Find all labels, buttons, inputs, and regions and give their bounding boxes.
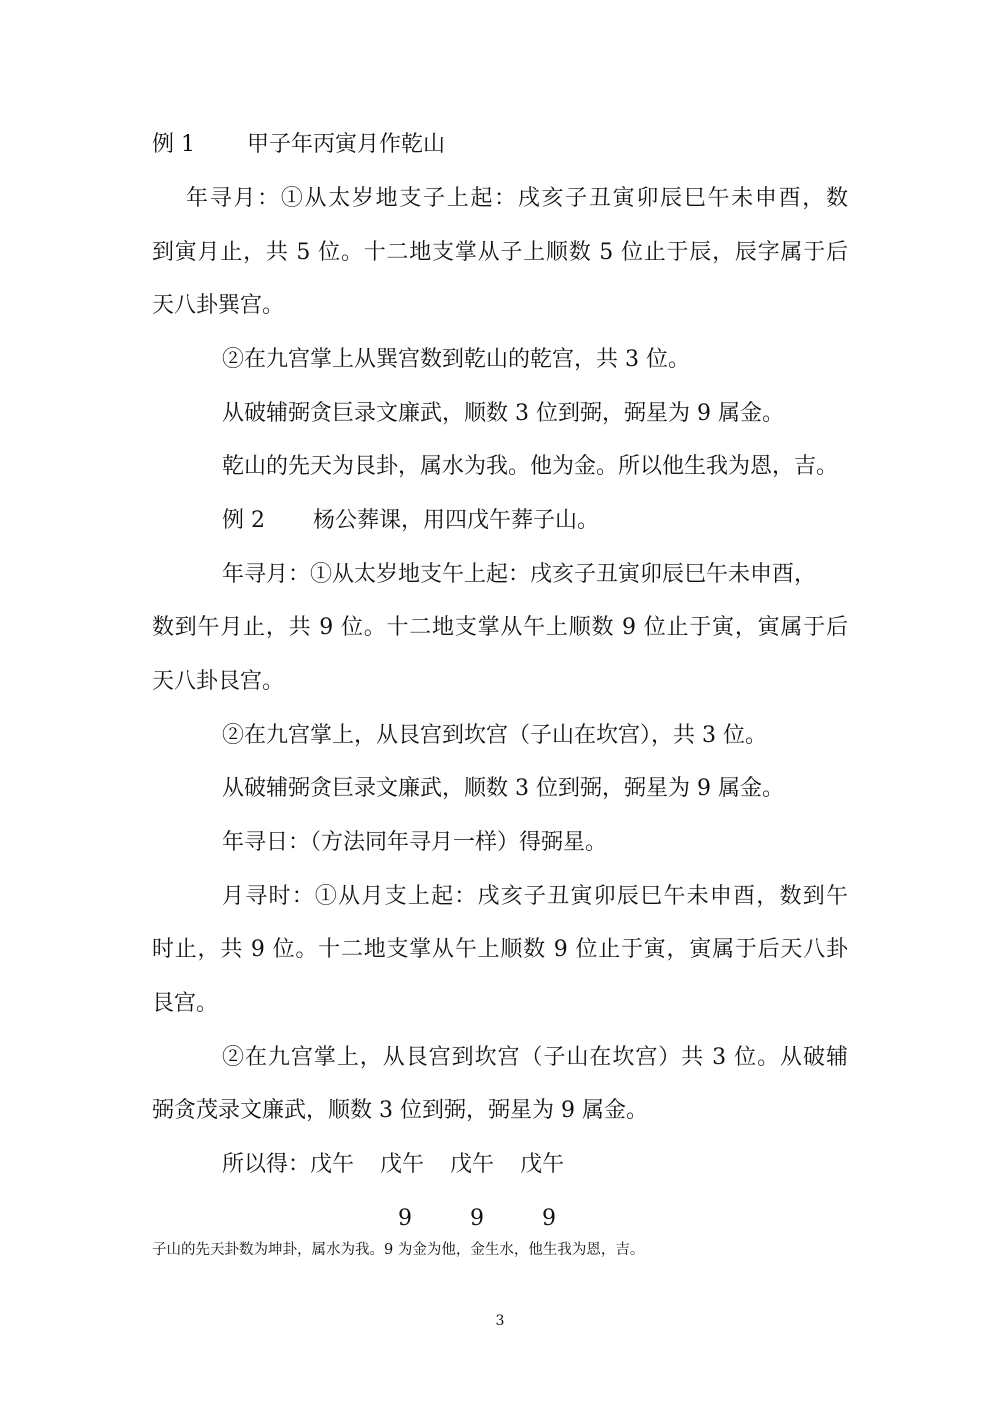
paragraph-line: 艮宫。 — [152, 991, 219, 1016]
paragraph-line: 从破辅弼贪巨录文廉武，顺数 3 位到弼，弼星为 9 属金。 — [222, 401, 784, 426]
paragraph-line: 弼贪茂录文廉武，顺数 3 位到弼，弼星为 9 属金。 — [152, 1098, 648, 1123]
paragraph-line: 年寻日：（方法同年寻月一样）得弼星。 — [222, 830, 608, 855]
result-pillar: 戊午 — [520, 1152, 565, 1177]
paragraph-line: 天八卦巽宫。 — [152, 293, 285, 318]
result-row — [222, 1150, 564, 1180]
paragraph-line: ②在九宫掌上，从艮宫到坎宫（子山在坎宫）共 3 位。从破辅 — [222, 1045, 848, 1070]
example-2-label: 例 2 — [222, 508, 265, 533]
paragraph-line: 从破辅弼贪巨录文廉武，顺数 3 位到弼，弼星为 9 属金。 — [222, 776, 784, 801]
result-number: 9 — [470, 1206, 484, 1231]
result-pillar: 戊午 — [310, 1152, 355, 1177]
paragraph-line: ②在九宫掌上从巽宫数到乾山的乾宫，共 3 位。 — [222, 347, 690, 372]
paragraph-line: 天八卦艮宫。 — [152, 669, 285, 694]
result-label: 所以得： — [222, 1152, 311, 1177]
paragraph-line: ②在九宫掌上，从艮宫到坎宫（子山在坎宫），共 3 位。 — [222, 723, 767, 748]
paragraph-line: 乾山的先天为艮卦，属水为我。他为金。所以他生我为恩，吉。 — [222, 454, 839, 479]
example-2-title: 杨公葬课，用四戊午葬子山。 — [313, 508, 600, 533]
result-number: 9 — [398, 1206, 412, 1231]
paragraph-line: 到寅月止，共 5 位。十二地支掌从子上顺数 5 位止于辰，辰字属于后 — [152, 240, 848, 265]
example-2-heading — [222, 506, 599, 536]
result-numbers — [398, 1204, 556, 1234]
paragraph-line: 年寻月：①从太岁地支午上起：戌亥子丑寅卯辰巳午未申酉， — [222, 562, 817, 587]
example-1-heading — [152, 130, 445, 160]
result-number: 9 — [542, 1206, 556, 1231]
result-pillar: 戊午 — [380, 1152, 425, 1177]
page-number: 3 — [495, 1313, 505, 1329]
result-pillar: 戊午 — [450, 1152, 495, 1177]
paragraph-line: 数到午月止，共 9 位。十二地支掌从午上顺数 9 位止于寅，寅属于后 — [152, 615, 848, 640]
example-1-title: 甲子年丙寅月作乾山 — [247, 132, 446, 157]
paragraph-line: 年寻月：①从太岁地支子上起：戌亥子丑寅卯辰巳午未申酉，数 — [186, 186, 848, 211]
paragraph-line: 月寻时：①从月支上起：戌亥子丑寅卯辰巳午未申酉，数到午 — [222, 884, 848, 909]
conclusion-line: 子山的先天卦数为坤卦，属水为我。9 为金为他，金生水，他生我为恩，吉。 — [152, 1242, 645, 1258]
paragraph-line: 时止，共 9 位。十二地支掌从午上顺数 9 位止于寅，寅属于后天八卦 — [152, 937, 848, 962]
example-1-label: 例 1 — [152, 132, 195, 157]
